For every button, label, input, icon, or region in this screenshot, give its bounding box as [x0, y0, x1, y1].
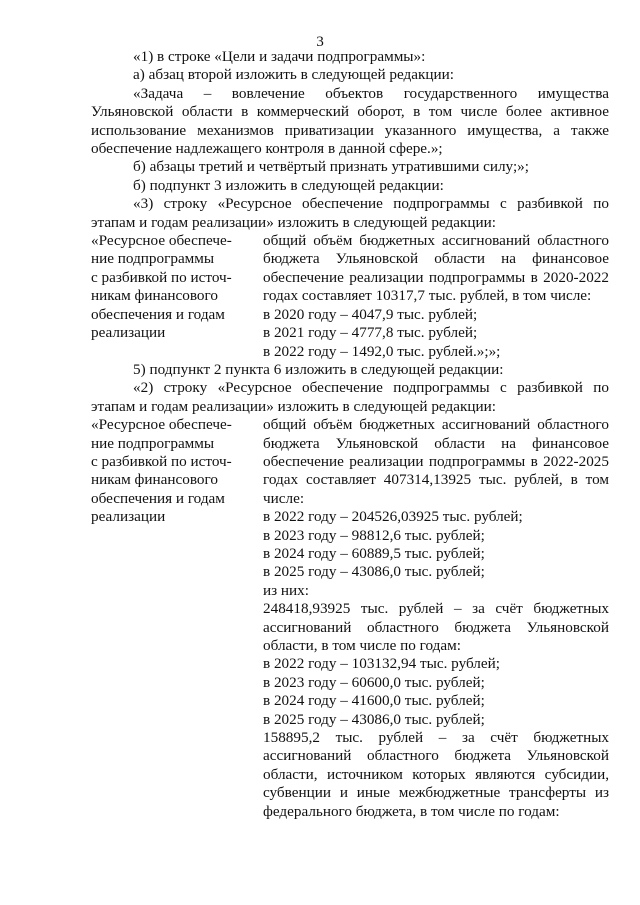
table-label-line: никам финансового [91, 287, 218, 305]
funding-year: в 2024 году – 41600,0 тыс. рублей; [263, 692, 485, 710]
funding-year: в 2023 году – 60600,0 тыс. рублей; [263, 673, 485, 691]
paragraph: 5) подпункт 2 пункта 6 изложить в следующей редакции: [133, 360, 504, 378]
resource-table-2022 [91, 416, 609, 821]
funding-year: в 2022 году – 103132,94 тыс. рублей; [263, 655, 500, 673]
funding-total: общий объём бюджетных ассигнований областного бюджета Ульяновской области на финансовое обеспечение реализации подпрограммы в 2022-2025 годах составляет 407314,13925 тыс. рублей, в том числе: [263, 416, 609, 507]
paragraph: а) абзац второй изложить в следующей редакции: [133, 66, 455, 84]
paragraph: «2) строку «Ресурсное обеспечение подпрограммы с разбивкой по этапам и годам реализации» изложить в следующей редакции: [91, 379, 609, 415]
table-label-line: «Ресурсное обеспече- [91, 232, 232, 250]
funding-year: в 2025 году – 43086,0 тыс. рублей; [263, 563, 485, 581]
of-them-label: из них: [263, 581, 309, 599]
funding-year: в 2024 году – 60889,5 тыс. рублей; [263, 544, 485, 562]
table-label-line: реализации [91, 508, 166, 526]
paragraph: «Задача – вовлечение объектов государственного имущества Ульяновской области в коммерческий оборот, в том числе более активное использование механизмов приватизации указанного имущества, а также обеспечение надлежащего контроля в данной сфере.»; [91, 84, 609, 158]
page-number: 3 [316, 33, 324, 50]
table-right-column [263, 232, 609, 361]
table-label-line: обеспечения и годам [91, 305, 225, 323]
funding-year: в 2020 году – 4047,9 тыс. рублей; [263, 305, 478, 323]
regional-funding: 248418,93925 тыс. рублей – за счёт бюджетных ассигнований областного бюджета Ульяновской области, в том числе по годам: [263, 600, 609, 654]
table-label-line: «Ресурсное обеспече- [91, 416, 232, 434]
federal-funding: 158895,2 тыс. рублей – за счёт бюджетных ассигнований областного бюджета Ульяновской области, источником которых являются субсидии, субвенции и иные межбюджетные трансферты из федерального бюджета, в том числе по годам: [263, 729, 609, 820]
table-label-line: с разбивкой по источ- [91, 452, 232, 470]
table-label-line: реализации [91, 324, 166, 342]
funding-year: в 2022 году – 204526,03925 тыс. рублей; [263, 508, 523, 526]
funding-year: в 2025 году – 43086,0 тыс. рублей; [263, 710, 485, 728]
table-left-column [91, 232, 263, 361]
paragraph: б) абзацы третий и четвёртый признать утратившими силу;»; [133, 158, 529, 176]
paragraph: «3) строку «Ресурсное обеспечение подпрограммы с разбивкой по этапам и годам реализации» изложить в следующей редакции: [91, 195, 609, 231]
funding-year: в 2021 году – 4777,8 тыс. рублей; [263, 324, 478, 342]
paragraph: б) подпункт 3 изложить в следующей редакции: [133, 176, 444, 194]
funding-total: общий объём бюджетных ассигнований областного бюджета Ульяновской области на финансовое обеспечение реализации подпрограммы в 2020-2022 годах составляет 10317,7 тыс. рублей, в том числе: [263, 232, 609, 305]
document-body [91, 48, 609, 821]
paragraph: «1) в строке «Цели и задачи подпрограммы»: [133, 48, 426, 65]
funding-year: в 2022 году – 1492,0 тыс. рублей.»;»; [263, 342, 501, 360]
table-label-line: никам финансового [91, 471, 218, 489]
resource-table-2020 [91, 232, 609, 361]
table-label-line: с разбивкой по источ- [91, 268, 232, 286]
funding-year: в 2023 году – 98812,6 тыс. рублей; [263, 526, 485, 544]
table-right-column [263, 416, 609, 821]
table-label-line: ние подпрограммы [91, 250, 215, 268]
table-left-column [91, 416, 263, 821]
table-label-line: ние подпрограммы [91, 434, 215, 452]
table-label-line: обеспечения и годам [91, 489, 225, 507]
